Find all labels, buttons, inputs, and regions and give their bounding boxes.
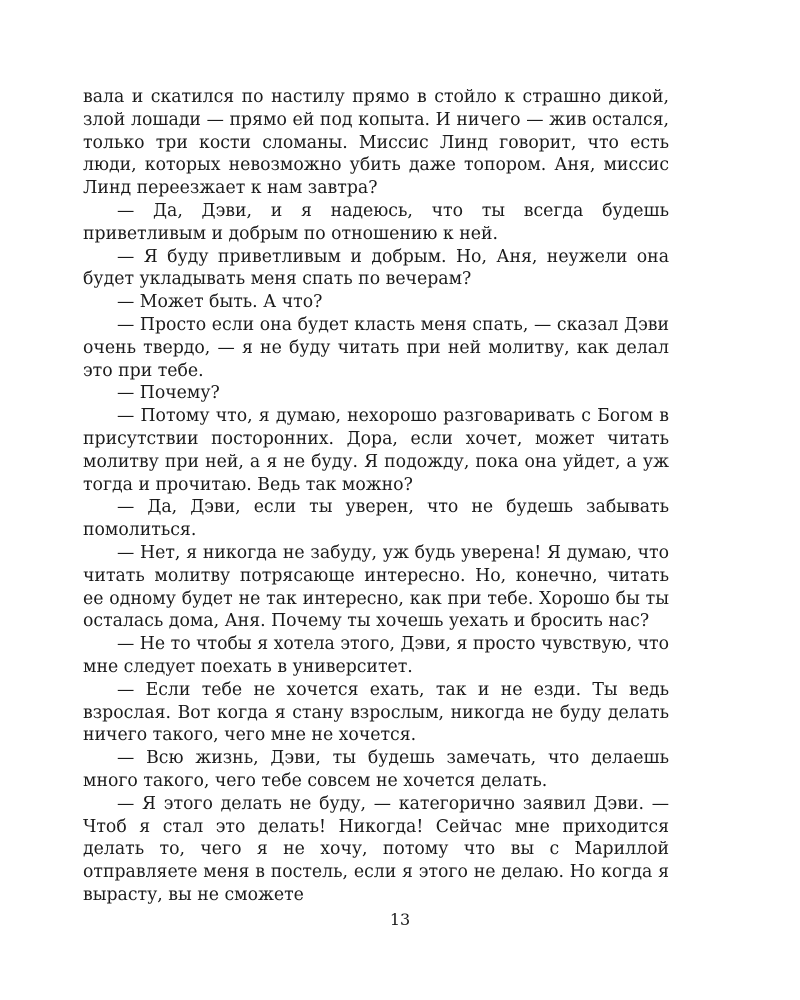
page-number: 13 — [389, 910, 411, 929]
paragraph: — Да, Дэви, если ты уверен, что не будешь забывать помолиться. — [83, 497, 669, 541]
paragraph: вала и скатился по настилу прямо в стойло к страшно дикой, злой лошади — прямо ей под копыта. И ничего — жив остался, только три кости сломаны. Миссис Линд говорит, что есть люди, которых невозможно убить даже топором. Аня, миссис Линд переезжает к нам завтра? — [83, 87, 669, 199]
paragraph: — Да, Дэви, и я надеюсь, что ты всегда будешь приветливым и добрым по отношению к ней. — [83, 200, 669, 244]
body-text — [83, 86, 669, 907]
paragraph: — Потому что, я думаю, нехорошо разговаривать с Богом в присутствии посторонних. Дора, если хочет, может читать молитву при ней, а я не буду. Я подожду, пока она уйдет, а уж тогда и прочитаю. Ведь так можно? — [83, 406, 669, 495]
paragraph: — Всю жизнь, Дэви, ты будешь замечать, что делаешь много такого, чего тебе совсем не хочется делать. — [83, 748, 669, 791]
paragraph: — Я буду приветливым и добрым. Но, Аня, неужели она будет укладывать меня спать по вечерам? — [83, 246, 669, 290]
paragraph: — Может быть. А что? — [117, 292, 323, 313]
paragraph: — Если тебе не хочется ехать, так и не езди. Ты ведь взрослая. Вот когда я стану взрослым, никогда не буду делать ничего такого, чего мне не хочется. — [83, 679, 669, 746]
paragraph: — Почему? — [117, 383, 220, 404]
paragraph: — Я этого делать не буду, — категорично заявил Дэви. — Чтоб я стал это делать! Никогда! Сейчас мне приходится делать то, чего я не хочу, потому что вы с Мариллой отправляете меня в постель, если я этого не делаю. Но когда я вырасту, вы не сможете — [83, 793, 669, 905]
paragraph: — Просто если она будет класть меня спать, — сказал Дэви очень твердо, — я не буду читать при ней молитву, как делал это при тебе. — [83, 314, 669, 381]
paragraph: — Не то чтобы я хотела этого, Дэви, я просто чувствую, что мне следует поехать в университет. — [83, 634, 669, 677]
paragraph: — Нет, я никогда не забуду, уж будь уверена! Я думаю, что читать молитву потрясающе интересно. Но, конечно, читать ее одному будет не так интересно, как при тебе. Хорошо бы ты осталась дома, Аня. Почему ты хочешь уехать и бросить нас? — [83, 542, 669, 632]
